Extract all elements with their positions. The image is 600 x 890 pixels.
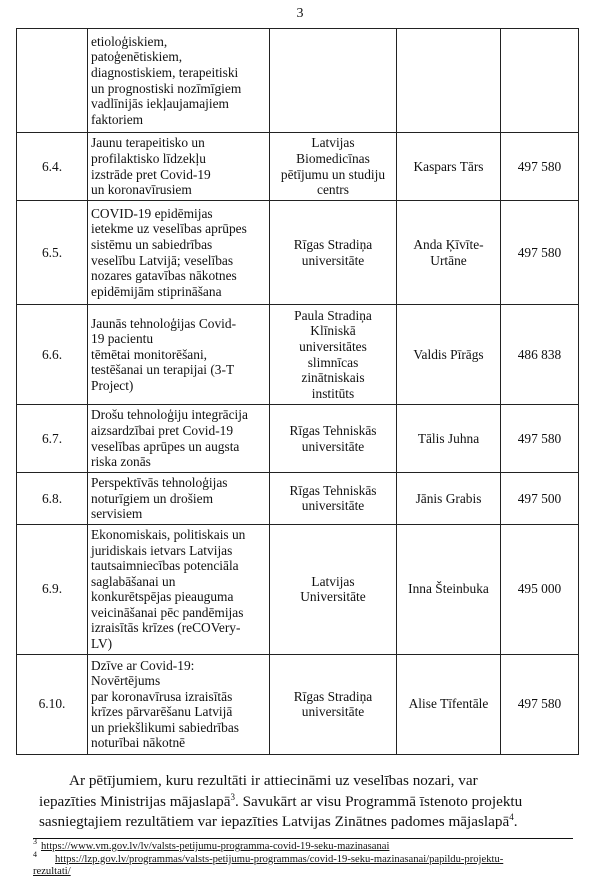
institution-line: Latvijas xyxy=(311,573,355,589)
institution-line: universitāte xyxy=(301,438,365,454)
project-title-line: ietekme uz veselības aprūpes xyxy=(91,221,247,237)
project-title-line: etioloģiskiem, xyxy=(91,33,168,49)
institution-line: pētījumu un studiju xyxy=(280,166,386,182)
paragraph-line-2 xyxy=(39,792,563,813)
project-title-line: tautsaimniecības potenciāla xyxy=(91,558,239,574)
institution-line: Klīniskā xyxy=(310,323,356,339)
project-leader-cell xyxy=(397,29,501,133)
project-title-line: par koronavīrusa izraisītās xyxy=(91,688,233,704)
project-leader-cell xyxy=(397,654,501,754)
institution-line: Universitāte xyxy=(300,589,366,605)
project-title-line: konkurētspējas pieauguma xyxy=(91,589,234,605)
institution-cell xyxy=(270,133,397,201)
project-title-line: epidēmijām stiprināšana xyxy=(91,283,222,299)
project-title-line: faktoriem xyxy=(91,111,144,127)
project-title-line: krīzes pārvarēšanu Latvijā xyxy=(91,704,233,720)
project-title-line: Dzīve ar Covid-19: xyxy=(91,657,195,673)
project-number-cell: 6.8. xyxy=(17,473,88,525)
funding-amount-cell: 497 580 xyxy=(501,133,579,201)
table-row xyxy=(17,405,579,473)
project-title-line: sistēmu un sabiedrības xyxy=(91,236,213,252)
project-title-line: LV) xyxy=(91,636,113,652)
project-title-line: Project) xyxy=(91,377,134,393)
closing-paragraph xyxy=(39,771,563,833)
project-title-line: Jaunu terapeitisko un xyxy=(91,135,205,151)
project-title-cell xyxy=(88,524,270,654)
footnote-ref-4[interactable]: 4 xyxy=(509,811,514,822)
project-title-line: veselības aprūpes un augsta xyxy=(91,438,240,454)
project-leader-line: Valdis Pīrāgs xyxy=(413,346,484,362)
funding-amount-cell: 497 580 xyxy=(501,654,579,754)
project-number-cell: 6.10. xyxy=(17,654,88,754)
institution-line: universitāte xyxy=(301,498,365,514)
project-number-cell: 6.6. xyxy=(17,305,88,405)
project-leader-line: Inna Šteinbuka xyxy=(408,581,489,597)
institution-cell xyxy=(270,473,397,525)
project-leader-line: Alise Tīfentāle xyxy=(408,696,489,712)
institution-line: universitātes xyxy=(299,338,367,354)
project-title-line: 19 pacientu xyxy=(91,331,154,347)
project-leader-cell xyxy=(397,524,501,654)
project-title-line: aizsardzībai pret Covid-19 xyxy=(91,422,234,438)
footnote-3-mark: 3 xyxy=(33,837,37,847)
project-leader-line: Anda Ķīvīte- xyxy=(413,236,484,252)
project-title-line: Perspektīvās tehnoloģijas xyxy=(91,475,228,490)
project-number-cell xyxy=(17,29,88,133)
project-title-line: riska zonās xyxy=(91,454,151,470)
project-title-line: patoģenētiskiem, xyxy=(91,49,183,65)
footnote-4 xyxy=(33,850,573,867)
table-row xyxy=(17,29,579,133)
page-number: 3 xyxy=(296,6,304,21)
institution-line: Latvijas xyxy=(311,135,355,151)
institution-line: zinātniskais xyxy=(301,370,365,386)
project-title-line: izstrāde pret Covid-19 xyxy=(91,166,211,182)
project-title-line: saglabāšanai un xyxy=(91,573,176,589)
project-number-cell: 6.4. xyxy=(17,133,88,201)
table-row xyxy=(17,133,579,201)
funding-amount-cell: 486 838 xyxy=(501,305,579,405)
project-title-line: nozares gatavības nākotnes xyxy=(91,268,237,284)
project-number-cell: 6.7. xyxy=(17,405,88,473)
project-title-line: veselību Latvijā; veselības xyxy=(91,252,234,268)
project-title-line: izraisītās krīzes (reCOVery- xyxy=(91,620,241,636)
project-leader-cell xyxy=(397,201,501,305)
institution-cell xyxy=(270,201,397,305)
paragraph-line-2-rest: . Savukārt ar visu Programmā īstenoto projektu xyxy=(234,792,523,810)
project-leader-line: Urtāne xyxy=(430,252,467,268)
institution-cell xyxy=(270,405,397,473)
institution-line: centrs xyxy=(317,182,349,198)
footnote-4-mark: 4 xyxy=(33,850,37,860)
institution-cell xyxy=(270,524,397,654)
institution-line: Paula Stradiņa xyxy=(294,307,372,323)
institution-line: Biomedicīnas xyxy=(296,150,370,166)
footnotes xyxy=(33,838,573,879)
project-title-line: vadlīnijās iekļaujamajiem xyxy=(91,96,229,112)
institution-line: Rīgas Tehniskās xyxy=(289,422,377,438)
footnote-ref-3[interactable]: 3 xyxy=(230,791,235,802)
project-number-cell: 6.9. xyxy=(17,524,88,654)
project-title-cell xyxy=(88,201,270,305)
project-number-cell: 6.5. xyxy=(17,201,88,305)
project-title-line: un prognostiski nozīmīgiem xyxy=(91,80,242,96)
project-title-line: un priekšlikumi sabiedrības xyxy=(91,719,240,735)
institution-cell xyxy=(270,305,397,405)
project-title-cell xyxy=(88,305,270,405)
project-title-line: diagnostiskiem, terapeitiski xyxy=(91,64,239,80)
funding-amount-cell: 495 000 xyxy=(501,524,579,654)
project-leader-line: Jānis Grabis xyxy=(415,490,482,506)
footnote-4-link[interactable]: https://lzp.gov.lv/programmas/valsts-petijumu-programmas/covid-19-seku-mazinasanai/papildu-projektu- xyxy=(55,853,504,865)
table-row xyxy=(17,524,579,654)
footnote-4-continued xyxy=(33,866,573,879)
table-row xyxy=(17,473,579,525)
institution-cell xyxy=(270,29,397,133)
funding-amount-cell: 497 500 xyxy=(501,473,579,525)
projects-table xyxy=(16,28,579,755)
funding-amount-cell xyxy=(501,29,579,133)
institution-line: universitāte xyxy=(301,252,365,268)
project-title-cell xyxy=(88,654,270,754)
project-title-line: testēšanai un terapijai (3-T xyxy=(91,362,235,378)
project-title-line: Drošu tehnoloģiju integrācija xyxy=(91,407,248,423)
project-title-line: noturīgiem un drošiem xyxy=(91,490,213,506)
table-row xyxy=(17,654,579,754)
institution-line: slimnīcas xyxy=(307,354,359,370)
project-leader-line: Tālis Juhna xyxy=(417,430,480,446)
project-leader-line: Kaspars Tārs xyxy=(413,158,484,174)
project-title-line: juridiskais ietvars Latvijas xyxy=(91,542,233,558)
project-title-line: Jaunās tehnoloģijas Covid- xyxy=(91,315,237,331)
projects-table-body xyxy=(17,29,579,755)
funding-amount-cell: 497 580 xyxy=(501,405,579,473)
paragraph-line-3-text: sasniegtajiem rezultātiem var iepazīties Latvijas Zinātnes padomes mājaslapā xyxy=(39,813,510,830)
project-title-cell xyxy=(88,405,270,473)
project-title-line: Novērtējums xyxy=(91,673,161,689)
table-row xyxy=(17,305,579,405)
institution-cell xyxy=(270,654,397,754)
project-leader-cell xyxy=(397,133,501,201)
table-row xyxy=(17,201,579,305)
footnote-4-link-continued[interactable]: rezultati/ xyxy=(33,866,71,878)
footnote-3 xyxy=(33,837,573,854)
project-title-line: COVID-19 epidēmijas xyxy=(91,205,213,221)
paragraph-line-2-text: iepazīties Ministrijas mājaslapā xyxy=(39,792,231,810)
institution-line: Rīgas Tehniskās xyxy=(289,482,377,498)
footnote-3-link[interactable]: https://www.vm.gov.lv/lv/valsts-petijumu-programma-covid-19-seku-mazinasanai xyxy=(41,841,390,852)
project-leader-cell xyxy=(397,405,501,473)
project-title-line: profilaktisko līdzekļu xyxy=(91,150,206,166)
project-title-line: noturībai nākotnē xyxy=(91,735,186,751)
project-leader-cell xyxy=(397,305,501,405)
project-title-line: un koronavīrusiem xyxy=(91,182,192,198)
project-title-line: Ekonomiskais, politiskais un xyxy=(91,526,246,542)
project-leader-cell xyxy=(397,473,501,525)
institution-line: Rīgas Stradiņa xyxy=(293,236,373,252)
project-title-line: veicināšanai pēc pandēmijas xyxy=(91,604,244,620)
funding-amount-cell: 497 580 xyxy=(501,201,579,305)
project-title-cell xyxy=(88,29,270,133)
project-title-cell xyxy=(88,473,270,525)
project-title-line: servisiem xyxy=(91,506,143,522)
paragraph-line-3-rest: . xyxy=(513,813,518,830)
project-title-line: tēmētai monitorēšani, xyxy=(91,346,208,362)
project-title-cell xyxy=(88,133,270,201)
institution-line: institūts xyxy=(311,385,355,401)
paragraph-line-3 xyxy=(39,812,563,833)
institution-line: universitāte xyxy=(301,704,365,720)
institution-line: Rīgas Stradiņa xyxy=(293,688,373,704)
paragraph-line-1: Ar pētījumiem, kuru rezultāti ir attiecināmi uz veselības nozari, var xyxy=(69,772,478,789)
